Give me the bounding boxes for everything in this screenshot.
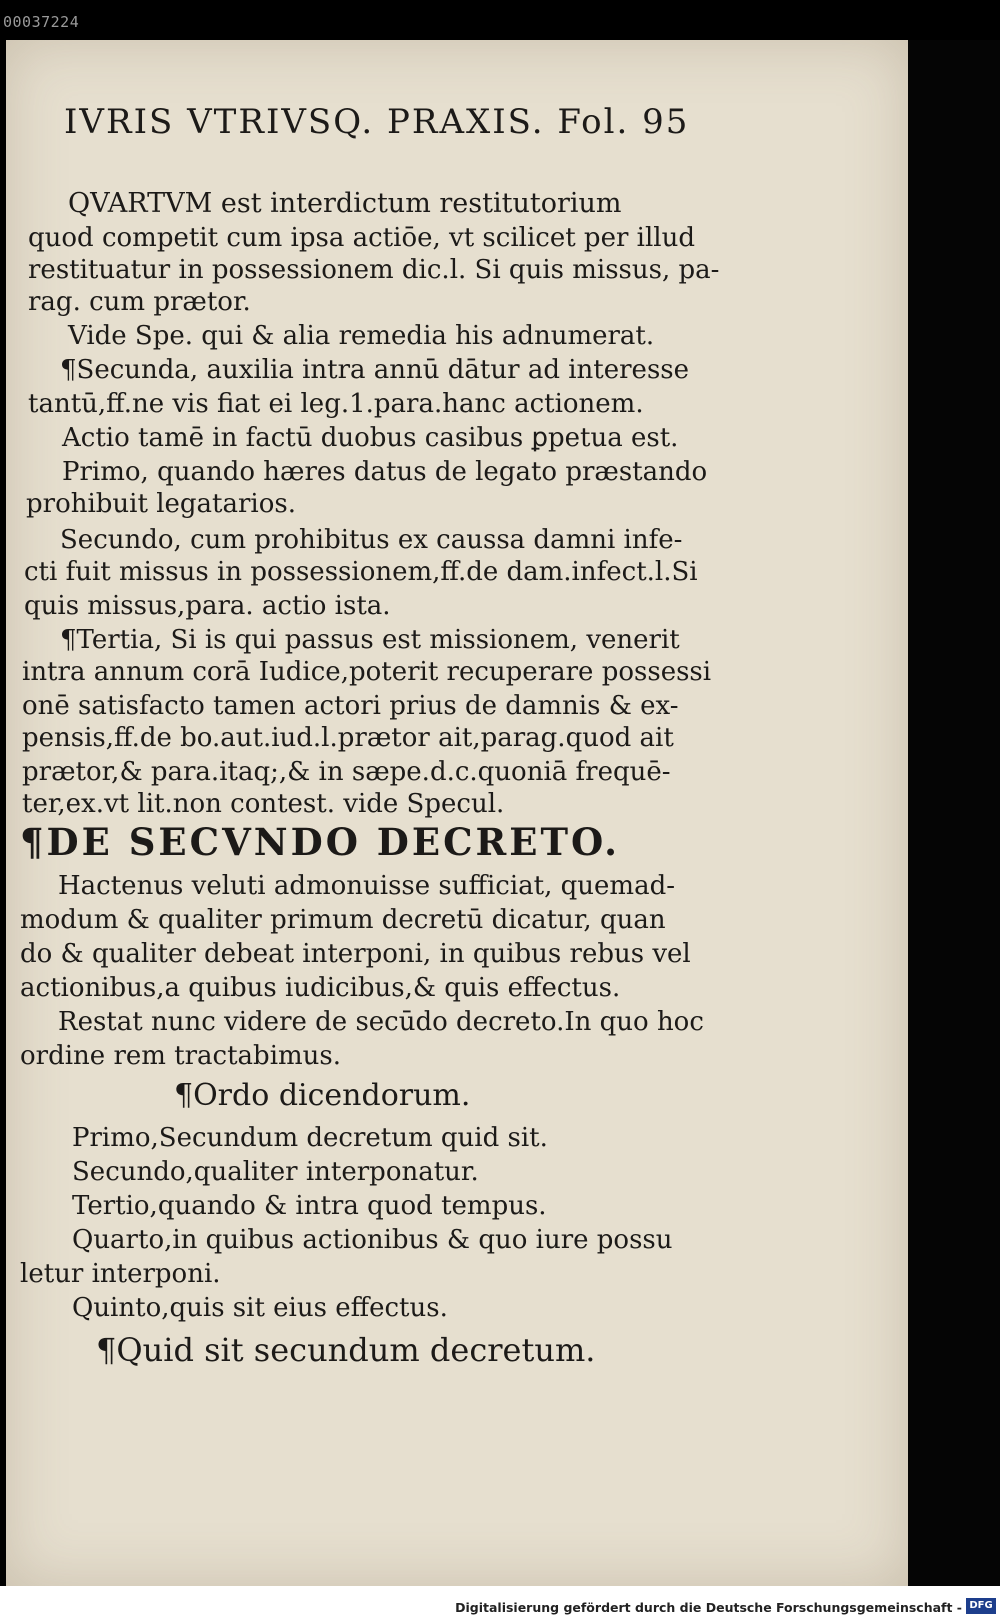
text-line: Hactenus veluti admonuisse sufficiat, quemad- [58,871,676,901]
text-line: Actio tamē in factū duobus casibus ꝑpetua est. [62,423,679,453]
text-line: restituatur in possessionem dic.l. Si quis missus, pa- [28,255,720,285]
text-line: ter,ex.vt lit.non contest. vide Specul. [22,789,505,819]
scan-id-label: 00037224 [3,13,80,31]
text-line: modum & qualiter primum decretū dicatur, quan [20,905,666,935]
list-item: Secundo,qualiter interponatur. [72,1157,479,1187]
text-line: ordine rem tractabimus. [20,1041,342,1071]
text-line: quod competit cum ipsa actiōe, vt scilicet per illud [28,223,695,253]
text-line: prohibuit legatarios. [26,489,297,519]
text-line: intra annum corā Iudice,poterit recuperare possessi [22,657,712,687]
paragraph-start: ¶Tertia, Si is qui passus est missionem, venerit [60,625,680,655]
text-line: rag. cum prætor. [28,287,251,317]
text-line: prætor,& para.itaq;,& in sæpe.d.c.quoniā frequē- [22,757,671,787]
dfg-logo: DFG [966,1598,996,1614]
text-line: QVARTVM est interdictum restitutorium [68,188,622,219]
text-line: actionibus,a quibus iudicibus,& quis effectus. [20,973,621,1003]
subsection-heading: ¶Ordo dicendorum. [174,1078,471,1113]
text-line: Primo, quando hæres datus de legato præstando [62,457,708,487]
footer-bar [0,1586,1000,1622]
list-item: Primo,Secundum decretum quid sit. [72,1123,548,1153]
text-line: onē satisfacto tamen actori prius de damnis & ex- [22,691,679,721]
section-heading: ¶DE SECVNDO DECRETO. [20,820,620,864]
subsection-heading: ¶Quid sit secundum decretum. [96,1331,596,1369]
list-item: Quarto,in quibus actionibus & quo iure possu [72,1225,673,1255]
text-line: tantū,ff.ne vis fiat ei leg.1.para.hanc actionem. [28,389,644,419]
footer-credit: Digitalisierung gefördert durch die Deutsche Forschungsgemeinschaft - [455,1600,962,1615]
text-line: letur interponi. [20,1259,221,1289]
running-head: IVRIS VTRIVSQ. PRAXIS. Fol. 95 [64,102,690,142]
list-item: Quinto,quis sit eius effectus. [72,1293,448,1323]
text-line: pensis,ff.de bo.aut.iud.l.prætor ait,parag.quod ait [22,723,674,753]
scan-background-strip [908,40,1000,1586]
text-line: do & qualiter debeat interponi, in quibus rebus vel [20,939,691,969]
paragraph-start: ¶Secunda, auxilia intra annū dātur ad interesse [60,355,690,385]
text-line: Secundo, cum prohibitus ex caussa damni infe- [60,525,683,555]
list-item: Tertio,quando & intra quod tempus. [72,1191,547,1221]
text-line: Restat nunc videre de secūdo decreto.In quo hoc [58,1007,704,1037]
text-line: cti fuit missus in possessionem,ff.de dam.infect.l.Si [24,557,698,587]
text-line: Vide Spe. qui & alia remedia his adnumerat. [68,321,655,351]
text-line: quis missus,para. actio ista. [24,591,391,621]
